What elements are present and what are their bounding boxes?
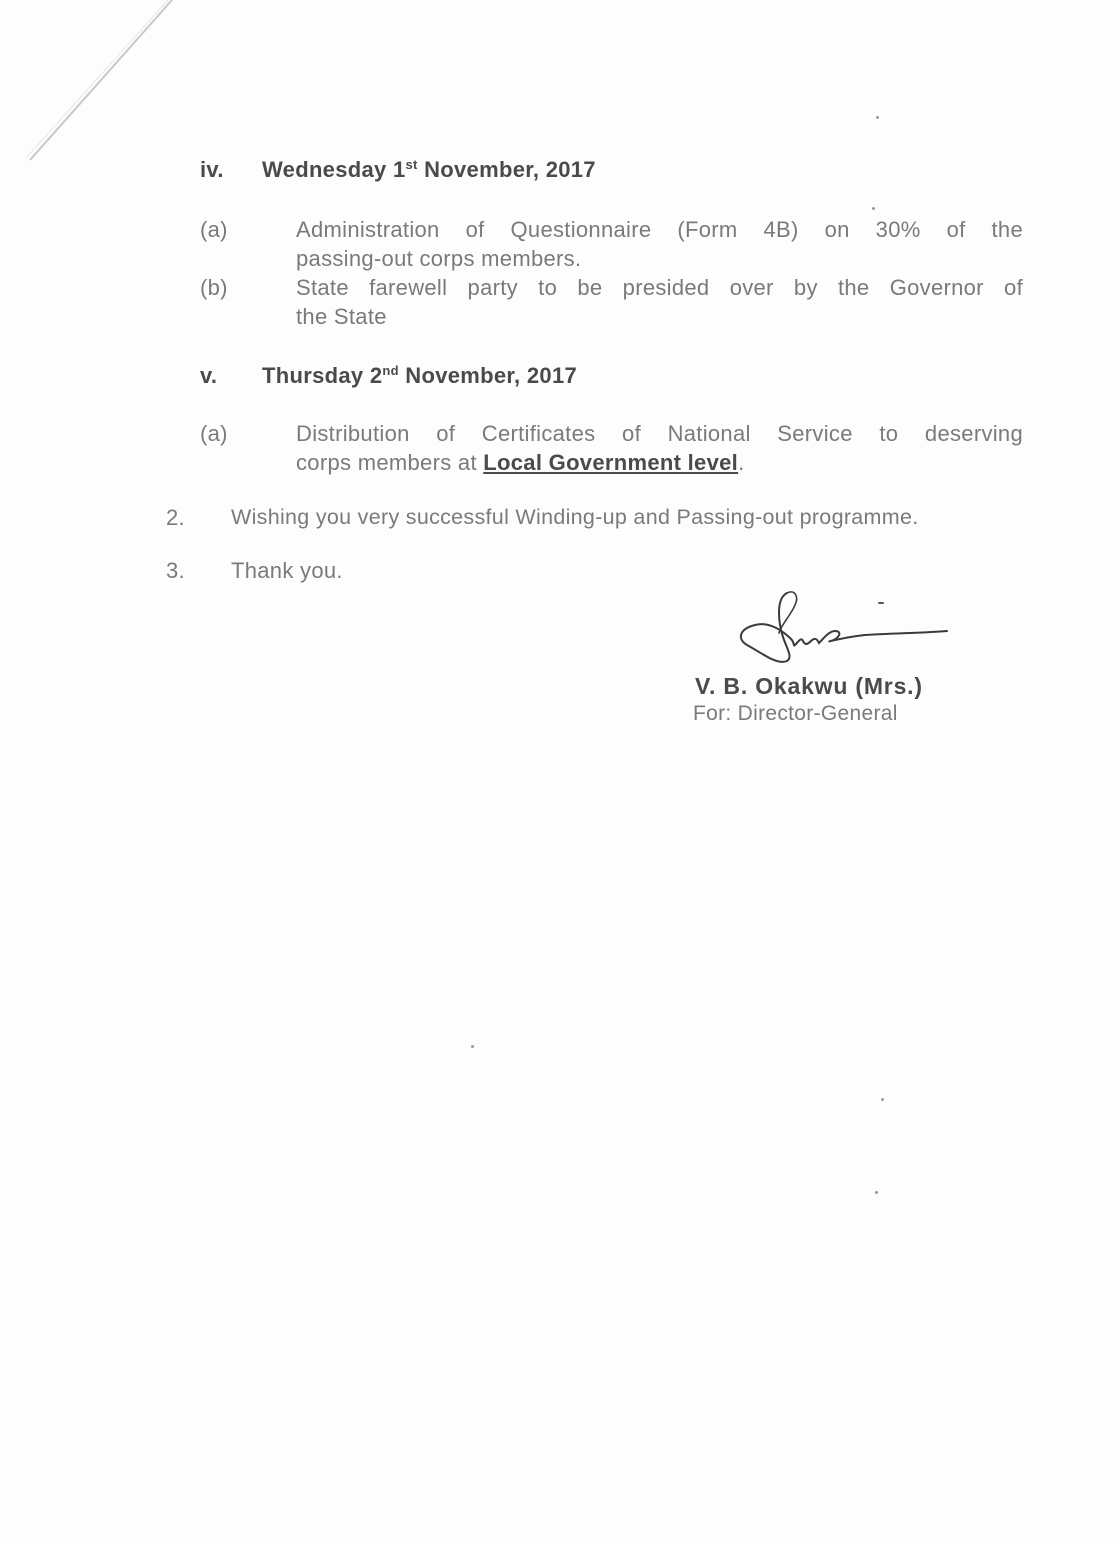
item-text-line: Distribution of Certificates of National Service to deserving bbox=[296, 421, 1023, 446]
handwritten-signature bbox=[735, 585, 955, 670]
section-numeral: v. bbox=[200, 363, 218, 388]
scan-speck bbox=[875, 1191, 878, 1194]
item-text-line: Administration of Questionnaire (Form 4B) on 30% of the bbox=[296, 217, 1023, 242]
scan-speck bbox=[876, 116, 879, 119]
date-day: Thursday 2 bbox=[262, 363, 383, 388]
emphasized-text: Local Government level bbox=[483, 450, 739, 475]
item-letter: (b) bbox=[200, 275, 228, 300]
date-day: Wednesday 1 bbox=[262, 157, 406, 182]
scan-speck bbox=[872, 207, 875, 210]
item-text-line: State farewell party to be presided over by the Governor of bbox=[296, 275, 1023, 300]
section-date bbox=[262, 157, 596, 183]
date-rest: November, 2017 bbox=[417, 157, 596, 182]
section-numeral: iv. bbox=[200, 157, 224, 182]
page-fold-mark bbox=[0, 0, 180, 170]
item-letter: (a) bbox=[200, 421, 228, 446]
item-text-prefix: corps members at bbox=[296, 450, 484, 475]
section-date bbox=[262, 363, 577, 389]
date-rest: November, 2017 bbox=[398, 363, 578, 388]
scan-speck bbox=[881, 1098, 884, 1101]
item-text-line bbox=[296, 450, 745, 476]
date-ordinal: nd bbox=[382, 363, 399, 378]
paragraph-text: Wishing you very successful Winding-up and Passing-out programme. bbox=[231, 505, 919, 529]
item-text-line: passing-out corps members. bbox=[296, 246, 582, 271]
signatory-name: V. B. Okakwu (Mrs.) bbox=[695, 673, 923, 699]
item-letter: (a) bbox=[200, 217, 228, 242]
signatory-title: For: Director-General bbox=[693, 702, 898, 725]
item-text-suffix: . bbox=[738, 450, 745, 475]
paragraph-text: Thank you. bbox=[231, 558, 343, 583]
item-text-line: the State bbox=[296, 304, 387, 329]
paragraph-number: 3. bbox=[166, 558, 185, 583]
paragraph-number: 2. bbox=[166, 505, 185, 530]
scan-speck bbox=[471, 1045, 474, 1048]
date-ordinal: st bbox=[405, 157, 418, 172]
